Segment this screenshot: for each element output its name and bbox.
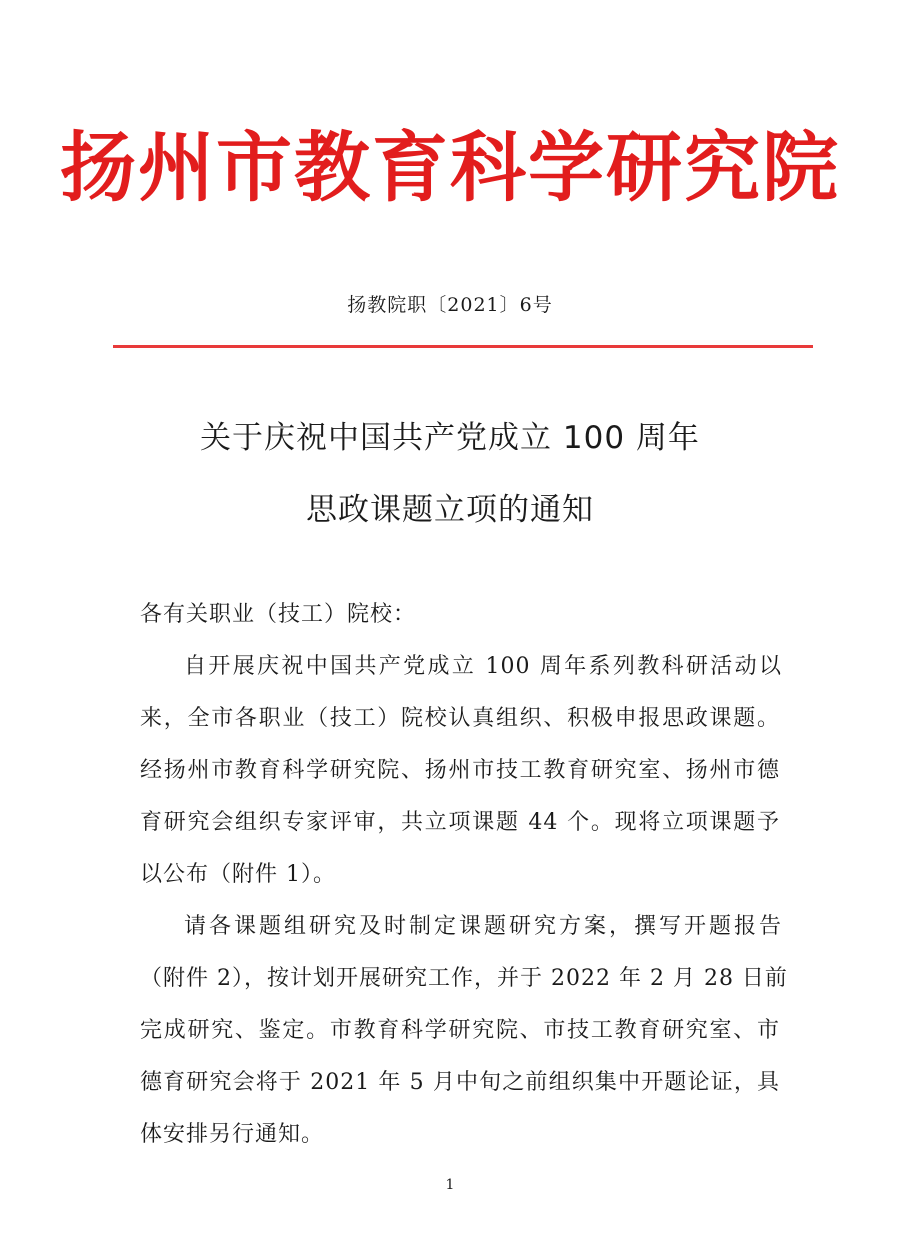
paragraph-2-line: 德育研究会将于 2021 年 5 月中旬之前组织集中开题论证，具 — [140, 1070, 780, 1095]
issuing-organization-header: 扬州市教育科学研究院 — [60, 123, 840, 212]
paragraph-1-line: 以公布（附件 1）。 — [140, 862, 336, 887]
paragraph-1-line: 经扬州市教育科学研究院、扬州市技工教育研究室、扬州市德 — [140, 758, 780, 783]
paragraph-1-line: 自开展庆祝中国共产党成立 100 周年系列教科研活动以 — [184, 654, 782, 679]
paragraph-2-line: （附件 2），按计划开展研究工作，并于 2022 年 2 月 28 日前 — [140, 966, 788, 991]
paragraph-1-line: 来，全市各职业（技工）院校认真组织、积极申报思政课题。 — [140, 706, 780, 731]
paragraph-1-line: 育研究会组织专家评审，共立项课题 44 个。现将立项课题予 — [140, 810, 780, 835]
document-number: 扬教院职〔2021〕6号 — [347, 294, 553, 316]
page-number: 1 — [445, 1177, 455, 1193]
paragraph-2-line: 体安排另行通知。 — [140, 1122, 325, 1147]
red-separator-line — [113, 345, 813, 348]
notice-title-line-2: 思政课题立项的通知 — [306, 492, 594, 528]
notice-title-line-1: 关于庆祝中国共产党成立 100 周年 — [200, 420, 700, 456]
paragraph-2-line: 完成研究、鉴定。市教育科学研究院、市技工教育研究室、市 — [140, 1018, 780, 1043]
paragraph-2-line: 请各课题组研究及时制定课题研究方案，撰写开题报告 — [184, 914, 782, 939]
salutation: 各有关职业（技工）院校： — [140, 602, 417, 627]
